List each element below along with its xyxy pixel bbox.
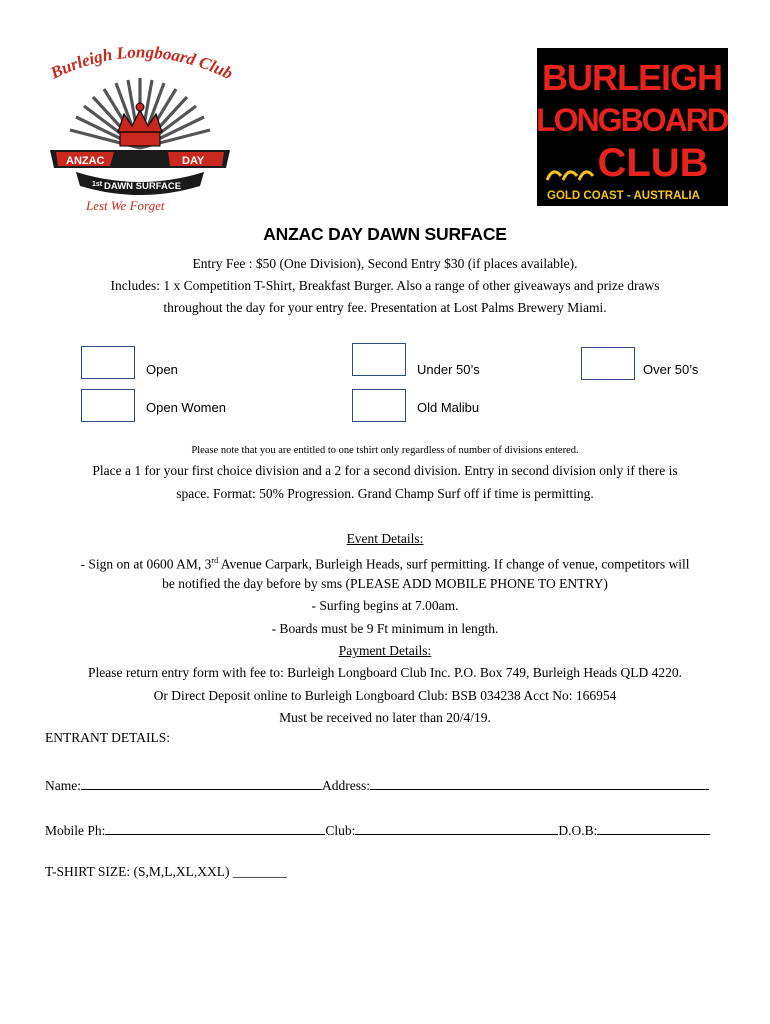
logo-line1: BURLEIGH bbox=[542, 57, 722, 98]
signon-line-1 bbox=[0, 550, 770, 576]
ribbon-year: 1st bbox=[92, 181, 103, 188]
payment-deadline: Must be received no later than 20/4/19. bbox=[279, 710, 491, 725]
logo-tagline: GOLD COAST - AUSTRALIA bbox=[547, 190, 700, 202]
open-women-checkbox[interactable] bbox=[81, 389, 135, 422]
name-address-row bbox=[45, 775, 709, 794]
anzac-logo bbox=[40, 40, 240, 220]
club-field[interactable] bbox=[355, 820, 558, 835]
old-malibu-checkbox[interactable] bbox=[352, 389, 406, 422]
mobile-field[interactable] bbox=[105, 820, 325, 835]
mobile-club-dob-row bbox=[45, 820, 710, 839]
tshirt-note: Please note that you are entitled to one tshirt only regardless of number of divisions entered. bbox=[191, 445, 579, 456]
over-50-checkbox[interactable] bbox=[581, 347, 635, 380]
ribbon-text: DAWN SURFACE bbox=[104, 181, 182, 192]
club-label: Club: bbox=[325, 823, 356, 838]
address-label: Address: bbox=[322, 778, 370, 793]
signon-text-a: - Sign on at 0600 AM, 3 bbox=[80, 556, 212, 572]
entry-fee: Entry Fee : $50 (One Division), Second Entry $30 (if places available). bbox=[192, 256, 578, 271]
over-50-label: Over 50’s bbox=[643, 362, 699, 377]
motto: Lest We Forget bbox=[86, 198, 165, 213]
signon-sup: rd bbox=[211, 556, 219, 565]
banner-left: ANZAC bbox=[66, 155, 105, 167]
arc-text: Burleigh Longboard Club bbox=[47, 42, 236, 84]
old-malibu-label: Old Malibu bbox=[417, 400, 480, 415]
open-label: Open bbox=[146, 362, 178, 377]
payment-deposit: Or Direct Deposit online to Burleigh Longboard Club: BSB 034238 Acct No: 166954 bbox=[153, 688, 617, 703]
event-details-heading: Event Details: bbox=[346, 531, 424, 546]
banner-right: DAY bbox=[182, 155, 205, 167]
payment-details-heading: Payment Details: bbox=[338, 643, 432, 658]
name-label: Name: bbox=[45, 778, 81, 793]
payment-return: Please return entry form with fee to: Burleigh Longboard Club Inc. P.O. Box 749, Burleigh Heads QLD 4220. bbox=[88, 665, 682, 680]
under-50-label: Under 50’s bbox=[417, 362, 480, 377]
address-field[interactable] bbox=[370, 775, 709, 790]
tshirt-size[interactable]: T-SHIRT SIZE: (S,M,L,XL,XXL) ________ bbox=[45, 864, 287, 879]
name-field[interactable] bbox=[81, 775, 322, 790]
logo-line3: CLUB bbox=[597, 141, 709, 185]
page-title: ANZAC DAY DAWN SURFACE bbox=[263, 224, 507, 244]
burleigh-club-logo bbox=[537, 48, 728, 206]
entrant-heading: ENTRANT DETAILS: bbox=[45, 730, 171, 745]
logo-line2: LONGBOARD bbox=[537, 102, 728, 138]
under-50-checkbox[interactable] bbox=[352, 343, 406, 376]
dob-label: D.O.B: bbox=[558, 823, 598, 838]
dob-field[interactable] bbox=[597, 820, 710, 835]
board-length: - Boards must be 9 Ft minimum in length. bbox=[271, 621, 499, 636]
includes-line-1: Includes: 1 x Competition T-Shirt, Breakfast Burger. Also a range of other giveaways and prize draws bbox=[110, 278, 660, 293]
place-instructions-2: space. Format: 50% Progression. Grand Champ Surf off if time is permitting. bbox=[176, 486, 594, 501]
signon-line-2: be notified the day before by sms (PLEASE ADD MOBILE PHONE TO ENTRY) bbox=[162, 576, 608, 591]
open-women-label: Open Women bbox=[146, 400, 226, 415]
wave-icon bbox=[547, 172, 593, 180]
open-checkbox[interactable] bbox=[81, 346, 135, 379]
includes-line-2: throughout the day for your entry fee. Presentation at Lost Palms Brewery Miami. bbox=[163, 300, 607, 315]
mobile-label: Mobile Ph: bbox=[45, 823, 106, 838]
place-instructions-1: Place a 1 for your first choice division and a 2 for a second division. Entry in second division only if there is bbox=[92, 463, 678, 478]
svg-text:Burleigh Longboard Club bbox=[47, 42, 236, 83]
signon-text-b: Avenue Carpark, Burleigh Heads, surf permitting. If change of venue, competitors will bbox=[218, 556, 690, 572]
surfing-time: - Surfing begins at 7.00am. bbox=[311, 598, 459, 613]
anzac-emblem-icon bbox=[40, 40, 240, 220]
